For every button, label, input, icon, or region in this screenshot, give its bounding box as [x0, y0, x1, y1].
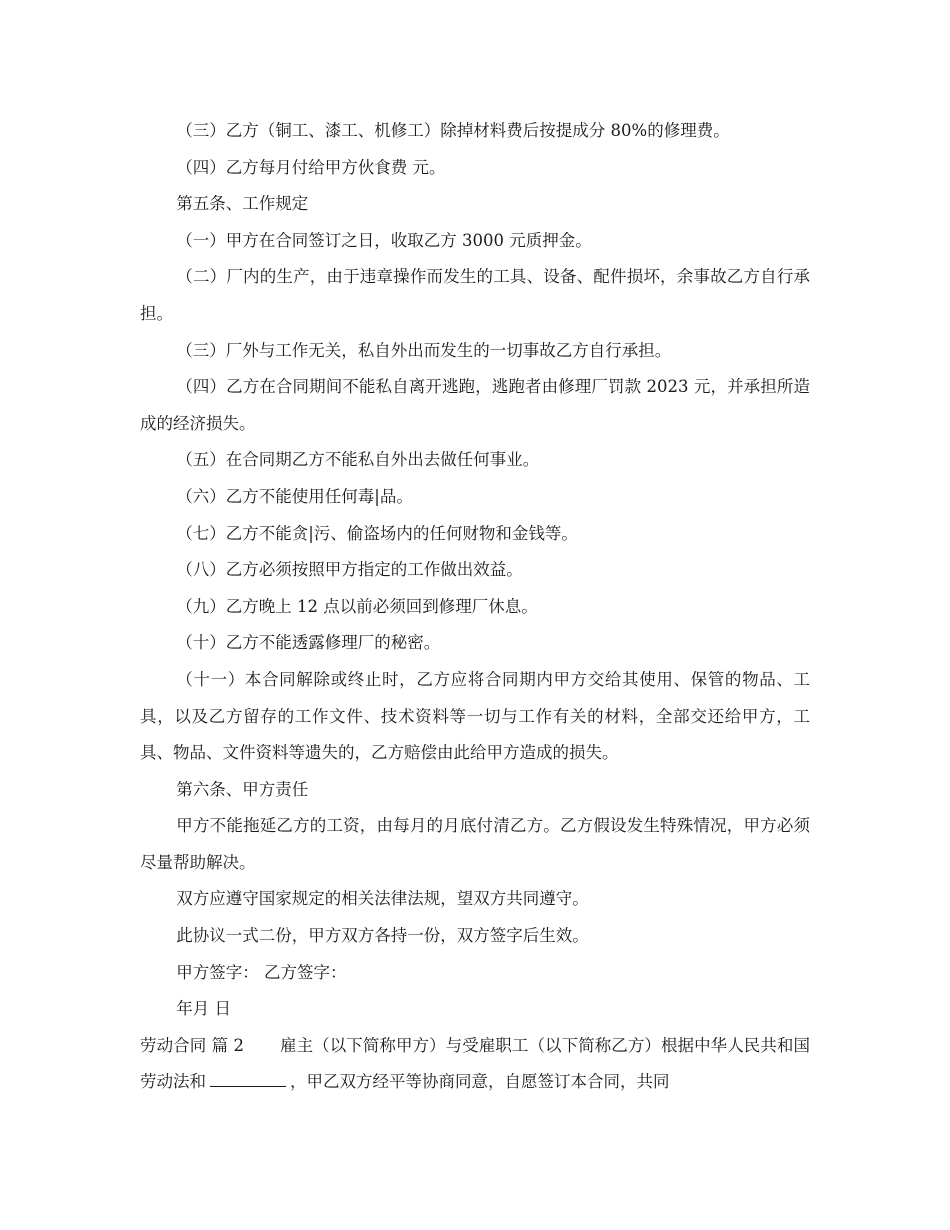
rule-5-outside-work: （五）在合同期乙方不能私自外出去做任何事业。 [176, 450, 540, 470]
contract-2-heading: 劳动合同 篇 2 [140, 1035, 244, 1055]
rule-8-performance: （八）乙方必须按照甲方指定的工作做出效益。 [176, 560, 523, 580]
signature-line: 甲方签字： 乙方签字： [176, 962, 347, 982]
rule-1-deposit: （一）甲方在合同签订之日，收取乙方 3000 元质押金。 [176, 230, 592, 250]
contract-2-intro [140, 1028, 810, 1101]
laws-compliance: 双方应遵守国家规定的相关法律法规，望双方共同遵守。 [176, 889, 589, 909]
clause-4-meal-fee: （四）乙方每月付给甲方伙食费 元。 [176, 157, 446, 177]
contract-2-text-b: ，甲乙双方经平等协商同意，自愿签订本合同，共同 [290, 1072, 670, 1092]
clause-3-commission: （三）乙方（铜工、漆工、机修工）除掉材料费后按提成分 80%的修理费。 [176, 121, 730, 140]
rule-6-drugs: （六）乙方不能使用任何毒|品。 [176, 486, 413, 506]
rule-9-curfew: （九）乙方晚上 12 点以前必须回到修理厂休息。 [176, 596, 538, 616]
rule-3-outside: （三）厂外与工作无关，私自外出而发生的一切事故乙方自行承担。 [176, 340, 672, 360]
rule-7-theft: （七）乙方不能贪|污、偷盗场内的任何财物和金钱等。 [176, 523, 578, 543]
article-5-heading: 第五条、工作规定 [176, 194, 309, 214]
rule-2-production: （二）厂内的生产，由于违章操作而发生的工具、设备、配件损坏，余事故乙方自行承担。 [140, 267, 810, 323]
document-body [140, 113, 810, 1101]
rule-11-return-items: （十一）本合同解除或终止时，乙方应将合同期内甲方交给其使用、保管的物品、工具，以及乙方留存的工作文件、技术资料等一切与工作有关的材料，全部交还给甲方，工具、物品、文件资料等遗失的，乙方赔偿由此给甲方造成的损失。 [140, 669, 810, 763]
party-a-wages: 甲方不能拖延乙方的工资，由每月的月底付清乙方。乙方假设发生特殊情况，甲方必须尽量帮助解决。 [140, 816, 810, 872]
rule-10-secrets: （十）乙方不能透露修理厂的秘密。 [176, 633, 441, 653]
fill-in-blank [210, 1068, 286, 1087]
date-line: 年月 日 [176, 999, 232, 1019]
article-6-heading: 第六条、甲方责任 [176, 779, 309, 799]
rule-4-absconding: （四）乙方在合同期间不能私自离开逃跑，逃跑者由修理厂罚款 2023 元，并承担所造成的经济损失。 [140, 377, 810, 433]
copies-clause: 此协议一式二份，甲方双方各持一份，双方签字后生效。 [176, 926, 589, 946]
contract-2-text-a: 雇主（以下简称甲方）与受雇职工（以下简称乙方）根据中华人民共和国劳动法和 [140, 1035, 810, 1092]
